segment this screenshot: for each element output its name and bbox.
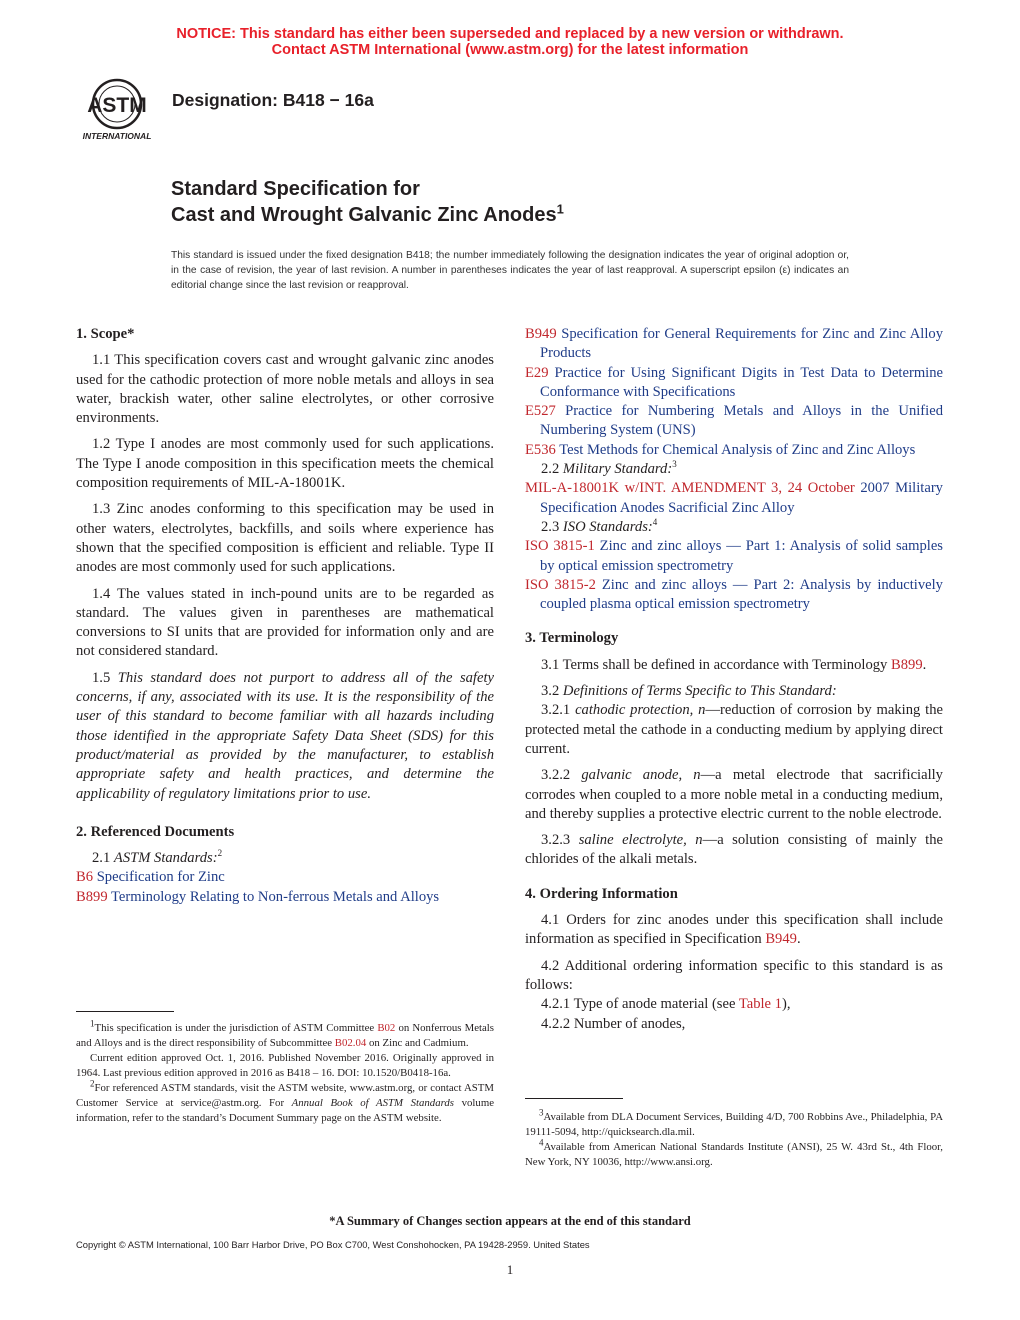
para-4-1: 4.1 Orders for zinc anodes under this specification shall include information as specified in Specification B949. [525, 912, 943, 948]
footnotes-left [76, 1018, 495, 1126]
para-3-2-2: 3.2.2 galvanic anode, n—a metal electrode that sacrificially corrodes when coupled to a more noble metal in a conducting medium, and thereby supplies a protective electric current to the noble electrode. [525, 767, 943, 822]
para-1-3: 1.3 Zinc anodes conforming to this specification may be used in other waters, electrolytes, backfills, and soils where experience has shown that the specified composition is efficient and reliable. Type II anodes are most commonly used for such applications. [76, 501, 494, 576]
issuance-note: This standard is issued under the fixed designation B418; the number immediately following the designation indicates the year of original adoption or, in the case of revision, the year of last revision. A number in parentheses indicates the year of last reapproval. A superscript epsilon (ε) indicates an editorial change since the last revision or reapproval. [171, 250, 849, 291]
right-column [525, 325, 943, 1034]
committee-b02-link[interactable]: B02 [377, 1022, 396, 1034]
reference-iso-3815-1: ISO 3815-1 Zinc and zinc alloys — Part 1: Analysis of solid samples by optical emission spectrometry [525, 538, 943, 574]
para-1-1: 1.1 This specification covers cast and wrought galvanic zinc anodes used for the cathodic protection of more noble metals and alloys in sea water, brackish water, other saline electrolytes, or other corrosive environments. [76, 352, 494, 427]
footnote-1: $^1$This specification is under the jurisdiction of ASTM Committee B02 on Nonferrous Metals and Alloys and is the direct responsibility of Subcommittee B02.04 on Zinc and Cadmium. [76, 1018, 494, 1049]
para-1-4: 1.4 The values stated in inch-pound units are to be regarded as standard. The values given in parentheses are mathematical conversions to SI units that are provided for information only and are not considered standard. [76, 585, 494, 660]
para-4-2-1: 4.2.1 Type of anode material (see Table 1), [541, 996, 791, 1013]
para-2-3: 2.3 ISO Standards:$^4$ [541, 517, 658, 535]
notice-line-1: NOTICE: This standard has either been superseded and replaced by a new version or withdrawn. [176, 26, 844, 42]
reference-link-iso-3815-1[interactable]: ISO 3815-1 [525, 538, 595, 555]
svg-text:INTERNATIONAL: INTERNATIONAL [82, 131, 152, 141]
reference-link-e536[interactable]: E536 [525, 441, 556, 458]
para-4-2: 4.2 Additional ordering information specific to this standard is as follows: [525, 957, 943, 993]
section-heading-scope: 1. Scope* [76, 326, 135, 342]
para-2-1: 2.1 ASTM Standards:$^2$ [92, 848, 223, 867]
reference-link-b899[interactable]: B899 [76, 888, 108, 905]
para-3-1: 3.1 Terms shall be defined in accordance with Terminology B899. [541, 656, 927, 673]
footnote-3: $^3$Available from DLA Document Services, Building 4/D, 700 Robbins Ave., Philadelphia, PA 19111-5094, http://quicksearch.dla.mil. [525, 1107, 943, 1138]
reference-e29: E29 Practice for Using Significant Digits in Test Data to Determine Conformance with Specifications [525, 364, 943, 400]
footnote-2: $^2$For referenced ASTM standards, visit the ASTM website, www.astm.org, or contact ASTM Customer Service at service@astm.org. For Annual Book of ASTM Standards volume information, refer to the standard’s Document Summary page on the ASTM website. [76, 1078, 495, 1124]
para-4-2-2: 4.2.2 Number of anodes, [541, 1015, 686, 1032]
para-2-2: 2.2 Military Standard:$^3$ [541, 459, 677, 478]
subcommittee-b02-04-link[interactable]: B02.04 [334, 1037, 367, 1049]
reference-b6: B6 Specification for Zinc [76, 869, 225, 886]
reference-b899: B899 Terminology Relating to Non-ferrous Metals and Alloys [76, 888, 440, 905]
reference-e536: E536 Test Methods for Chemical Analysis of Zinc and Zinc Alloys [525, 441, 916, 458]
reference-link-b949[interactable]: B949 [525, 326, 557, 342]
para-3-2: 3.2 Definitions of Terms Specific to This Standard: [541, 683, 837, 700]
astm-logo-icon [74, 76, 160, 144]
svg-text:ASTM: ASTM [87, 94, 147, 117]
section-heading-ordering-information: 4. Ordering Information [525, 885, 678, 902]
reference-link-e29[interactable]: E29 [525, 364, 549, 381]
footnote-rule-right [525, 1098, 623, 1099]
withdrawn-notice [0, 26, 1020, 58]
reference-link-iso-3815-2[interactable]: ISO 3815-2 [525, 576, 596, 593]
reference-link-b6[interactable]: B6 [76, 869, 94, 886]
page-number: 1 [506, 1262, 514, 1277]
reference-link-mil[interactable]: MIL-A-18001K w/INT. AMENDMENT 3, 24 October [525, 480, 855, 497]
para-3-2-1: 3.2.1 cathodic protection, n—reduction of corrosion by making the protected metal the cathode in a conducting medium by applying direct current. [525, 702, 943, 757]
para-3-2-3: 3.2.3 saline electrolyte, n—a solution consisting of mainly the chlorides of the alkali metals. [525, 832, 943, 868]
reference-link-b899-terminology[interactable]: B899 [891, 656, 923, 673]
section-heading-terminology: 3. Terminology [525, 630, 619, 647]
footnote-rule-left [76, 1011, 174, 1012]
designation: Designation: B418 − 16a [172, 90, 374, 110]
reference-link-e527[interactable]: E527 [525, 403, 556, 420]
title-line-1: Standard Specification for [171, 178, 420, 200]
notice-line-2: Contact ASTM International (www.astm.org) for the latest information [271, 42, 749, 58]
footnote-1-edition: Current edition approved Oct. 1, 2016. Published November 2016. Originally approved in 1964. Last previous edition approved in 2016 as B418 – 16. DOI: 10.1520/B0418-16a. [76, 1052, 494, 1079]
reference-link-b949-ordering[interactable]: B949 [765, 931, 797, 948]
para-1-5: 1.5 This standard does not purport to address all of the safety concerns, if any, associated with its use. It is the responsibility of the user of this standard to become familiar with all hazards including those identified in the appropriate Safety Data Sheet (SDS) for this product/material as provided by the manufacturer, to establish appropriate safety and health practices, and determine the applicability of regulatory limitations prior to use. [76, 669, 494, 802]
table-1-link[interactable]: Table 1 [738, 996, 782, 1013]
reference-b949: B949 Specification for General Requirements for Zinc and Zinc Alloy Products [525, 326, 943, 362]
reference-iso-3815-2: ISO 3815-2 Zinc and zinc alloys — Part 2: Analysis by inductively coupled plasma optical emission spectrometry [525, 576, 943, 613]
copyright: Copyright © ASTM International, 100 Barr Harbor Drive, PO Box C700, West Conshohocken, PA 19428-2959. United States [76, 1239, 590, 1250]
footnotes-right [525, 1107, 943, 1170]
title-footnote-marker: 1 [556, 201, 564, 217]
para-1-2: 1.2 Type I anodes are most commonly used for such applications. The Type I anode composition in this specification meets the chemical composition requirements of MIL-A-18001K. [76, 436, 494, 492]
section-heading-referenced-documents: 2. Referenced Documents [76, 823, 235, 840]
left-column [76, 325, 494, 907]
reference-mil: MIL-A-18001K w/INT. AMENDMENT 3, 24 October 2007 Military Specification Anodes Sacrificial Zinc Alloy [525, 480, 943, 516]
reference-e527: E527 Practice for Numbering Metals and Alloys in the Unified Numbering System (UNS) [525, 403, 943, 439]
footnote-4: $^4$Available from American National Standards Institute (ANSI), 25 W. 43rd St., 4th Floor, New York, NY 10036, http://www.ansi.org. [525, 1137, 943, 1168]
title-line-2: Cast and Wrought Galvanic Zinc Anodes$^1$ [171, 201, 564, 226]
document-title [171, 176, 564, 228]
summary-of-changes-note: *A Summary of Changes section appears at the end of this standard [329, 1214, 691, 1228]
